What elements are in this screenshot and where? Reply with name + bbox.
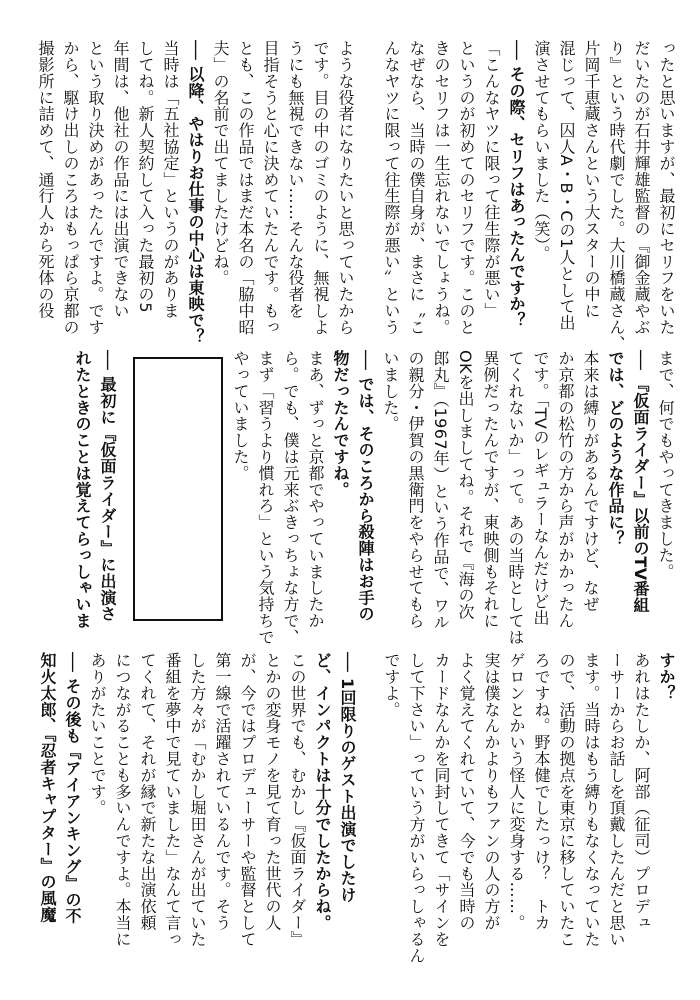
text-line: 番組を夢中で見ていました」なんて言っ — [163, 652, 182, 948]
text-line: ます。当時はもう縛りもなくなっていた — [582, 652, 601, 948]
text-line: やっていました。 — [231, 350, 250, 482]
interview-question: れたときのことは覚えてらっしゃいま — [73, 350, 92, 629]
text-line: 混じって、囚人A・B・Cの1人として出 — [557, 40, 576, 331]
text-line: 異例だったんですが、東映側もそれに — [481, 350, 500, 629]
interview-question: ── その際、セリフはあったんですか？ — [507, 40, 526, 329]
text-line: ですよ。 — [382, 652, 401, 718]
text-block-middle — [231, 350, 678, 646]
interview-question: ── 1回限りのゲスト出演でしたけ — [338, 652, 357, 903]
text-line: してね。新人契約して入った最初の5 — [136, 40, 155, 313]
text-line: いました。 — [381, 350, 400, 432]
section-title-box — [133, 357, 223, 621]
text-line: 年間は、他社の作品には出演できない — [111, 40, 130, 319]
text-line: ーサーからお話しを頂戴したんだと思い — [607, 652, 626, 948]
text-line: 「こんなヤツに限って往生際が悪い」 — [482, 40, 501, 319]
text-line: だいたのが石井輝雄監督の『御金蔵やぶ — [632, 40, 651, 336]
text-line: です。目の中のゴミのように、無視しよ — [311, 40, 330, 336]
text-line: まで、何でもやってきました。 — [656, 350, 675, 580]
text-line: よく覚えてくれていて、今でも当時の — [457, 652, 476, 931]
text-line: という取り決めがあったんですよ。です — [86, 40, 105, 336]
interview-question: 知火太郎、『忍者キャプター』の風魔 — [38, 652, 57, 923]
text-line: 夫」の名前で出てましたけどね。 — [211, 40, 230, 286]
interview-question: ── 『仮面ライダー』以前のTV番組 — [631, 350, 650, 614]
text-line: ような役者になりたいと思っていたから — [336, 40, 355, 336]
interview-question: ── では、そのころから殺陣はお手の — [356, 350, 375, 623]
text-line: あれはたしか、阿部（征司）プロデュ — [632, 652, 651, 931]
text-line: して下さい」っていう方がいらっしゃるん — [407, 652, 426, 964]
text-line: この世界でも、むかし『仮面ライダー』 — [288, 652, 307, 948]
text-line: なぜなら、当時の僕自身が、まさに〝こ — [407, 40, 426, 336]
text-line: が、今ではプロデューサーや監督として — [238, 652, 257, 948]
text-block-bottom-right — [376, 652, 679, 964]
text-line: てくれないか」って。あの当時としては — [506, 350, 525, 646]
text-line: とも、この作品ではまだ本名の「脇中昭 — [236, 40, 255, 336]
text-line: うにも無視できない……そんな役者を — [286, 40, 305, 319]
text-line: 撮影所に詰めて、通行人から死体の役 — [36, 40, 55, 319]
text-line: です。「TVのレギュラーなんだけど出 — [531, 350, 550, 626]
text-block-top-left — [36, 40, 358, 345]
text-line: んなヤツに限って往生際が悪い〟という — [382, 40, 401, 336]
text-line: 片岡千恵蔵さんという大スターの中に — [582, 40, 601, 319]
text-block-middle-left — [40, 350, 120, 632]
text-line: というのが初めてのセリフです。このと — [457, 40, 476, 336]
text-line: すか？ — [657, 652, 676, 702]
text-line: ったと思いますが、最初にセリフをいた — [657, 40, 676, 336]
interview-question: では、どのような作品に？ — [606, 350, 625, 547]
interview-question: 物だったんですね。 — [331, 350, 350, 498]
text-block-top-right — [376, 40, 679, 352]
text-block-bottom-left — [40, 652, 360, 952]
interview-question: ── 最初に『仮面ライダー』に出演さ — [98, 350, 117, 623]
text-line: まあ、ずっと京都でやっていましたか — [306, 350, 325, 629]
text-line: 郎丸』（1967年）という作品で、ワル — [431, 350, 450, 631]
text-line: 演させてもらいました（笑）。 — [532, 40, 551, 262]
text-line: てくれて、それが縁で新たな出演依頼 — [138, 652, 157, 931]
text-line: ので、活動の拠点を東京に移していたこ — [557, 652, 576, 948]
text-line: カードなんかを同封してきて「サインを — [432, 652, 451, 948]
text-line: り』という時代劇でした。大川橋蔵さん、 — [607, 40, 626, 352]
text-line: 第一線で活躍されているんです。そう — [213, 652, 232, 931]
text-line: 目指そうと心に決めていたんです。もっ — [261, 40, 280, 336]
text-line: きのセリフは一生忘れないでしょうね。 — [432, 40, 451, 336]
text-line: まず「習うより慣れろ」という気持ちで — [256, 350, 275, 646]
text-line: から、駆け出しのころはもっぱら京都の — [61, 40, 80, 336]
text-line: とかの変身モノを見て育った世代の人 — [263, 652, 282, 931]
text-line: ありがたいことです。 — [88, 652, 107, 816]
text-line: の親分・伊賀の黒衛門をやらせてもら — [406, 350, 425, 629]
text-line: した方々が「むかし堀田さんが出ていた — [188, 652, 207, 948]
interview-question: ── 以降、やはりお仕事の中心は東映で？ — [186, 40, 205, 345]
interview-question: ── その後も『アイアンキング』の不 — [63, 652, 82, 925]
text-line: ら。でも、僕は元来ぶきっちょな方で、 — [281, 350, 300, 646]
text-line: ゲロンとかいう怪人に変身する……。 — [507, 652, 526, 931]
text-line: か京都の松竹の方から声がかかったん — [556, 350, 575, 629]
text-line: 当時は「五社協定」というのがありま — [161, 40, 180, 319]
text-line: ろですね。野本健でしたっけ？ トカ — [532, 652, 551, 931]
text-line: OKを出しましてね。それで『海の次 — [456, 350, 475, 620]
text-line: 実は僕なんかよりもファンの人の方が — [482, 652, 501, 931]
interview-question: ど、インパクトは十分でしたからね。 — [313, 652, 332, 931]
text-line: につながることも多いんですよ。本当に — [113, 652, 132, 948]
text-line: 本来は縛りがあるんですけど、なぜ — [581, 350, 600, 613]
